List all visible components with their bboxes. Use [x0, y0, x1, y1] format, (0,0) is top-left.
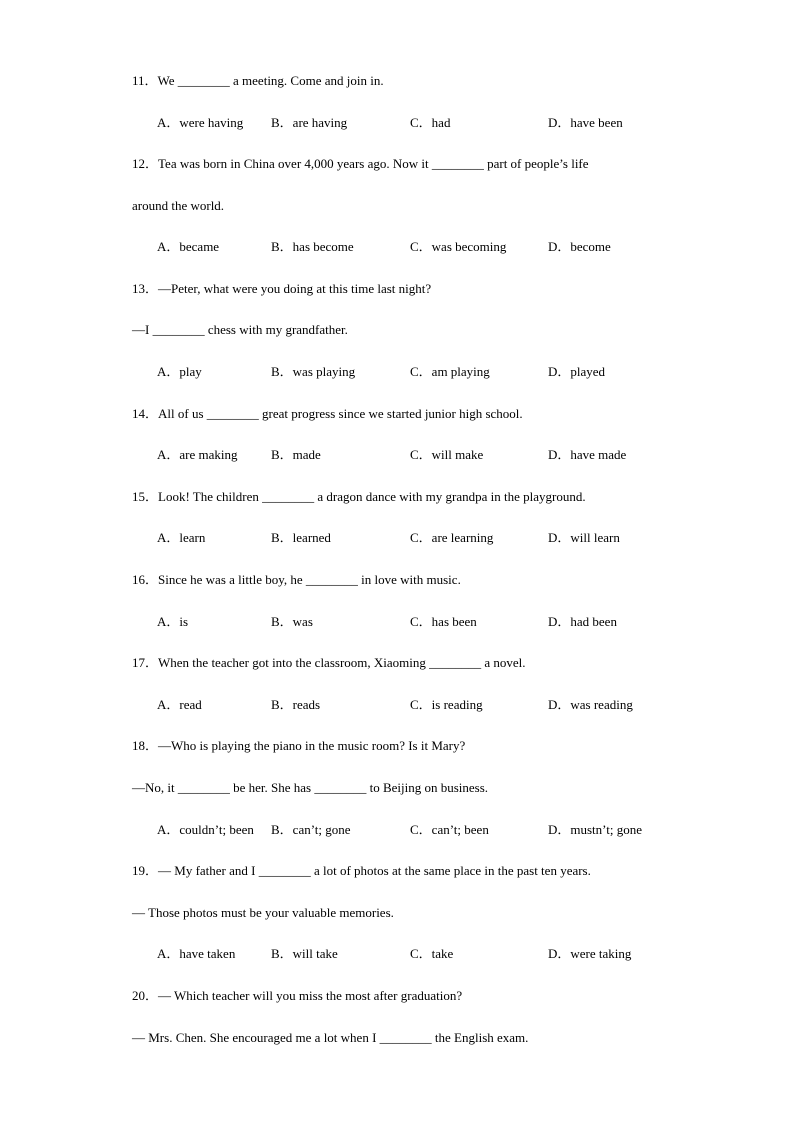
q12-option-c: C．was becoming	[410, 239, 507, 254]
question-number: 17．	[132, 655, 159, 670]
question-number: 16．	[132, 572, 159, 587]
q19-option-d: D．were taking	[548, 946, 632, 961]
question-12	[132, 156, 589, 172]
q15-option-d: D．will learn	[548, 530, 620, 545]
q16-option-c: C．has been	[410, 614, 477, 629]
question-number: 11．	[132, 73, 158, 88]
question-19	[132, 863, 591, 879]
q19-option-a: A．have taken	[157, 946, 236, 961]
question-number: 13．	[132, 281, 159, 296]
question-text: — Which teacher will you miss the most after graduation?	[158, 988, 463, 1003]
q11-option-b: B．are having	[271, 115, 348, 130]
question-text: —Peter, what were you doing at this time last night?	[158, 281, 432, 296]
q13-option-a: A．play	[157, 364, 202, 379]
question-12-continuation: around the world.	[132, 198, 225, 213]
q11-option-d: D．have been	[548, 115, 623, 130]
q18-option-a: A．couldn’t; been	[157, 822, 254, 837]
question-text: Look! The children ________ a dragon dance with my grandpa in the playground.	[158, 489, 586, 504]
q13-option-d: D．played	[548, 364, 606, 379]
question-14	[132, 406, 523, 422]
q15-option-a: A．learn	[157, 530, 206, 545]
q17-option-d: D．was reading	[548, 697, 633, 712]
question-number: 18．	[132, 738, 159, 753]
q14-option-d: D．have made	[548, 447, 627, 462]
question-20	[132, 988, 462, 1004]
q12-option-b: B．has become	[271, 239, 354, 254]
question-text: — My father and I ________ a lot of photos at the same place in the past ten years.	[158, 863, 591, 878]
question-18-reply: —No, it ________ be her. She has ________ to Beijing on business.	[132, 780, 489, 795]
q16-option-d: D．had been	[548, 614, 617, 629]
question-text: All of us ________ great progress since we started junior high school.	[158, 406, 523, 421]
question-number: 15．	[132, 489, 159, 504]
question-13-reply: —I ________ chess with my grandfather.	[132, 322, 348, 337]
question-13	[132, 281, 431, 297]
question-17	[132, 655, 526, 671]
question-11	[132, 73, 384, 89]
question-number: 20．	[132, 988, 159, 1003]
question-20-reply: — Mrs. Chen. She encouraged me a lot when I ________ the English exam.	[132, 1030, 529, 1045]
question-number: 19．	[132, 863, 159, 878]
q14-option-b: B．made	[271, 447, 321, 462]
question-15	[132, 489, 586, 505]
q14-option-a: A．are making	[157, 447, 238, 462]
q12-option-a: A．became	[157, 239, 220, 254]
question-text: Since he was a little boy, he ________ in love with music.	[158, 572, 461, 587]
question-text: —Who is playing the piano in the music room? Is it Mary?	[158, 738, 466, 753]
question-text: When the teacher got into the classroom, Xiaoming ________ a novel.	[158, 655, 526, 670]
q14-option-c: C．will make	[410, 447, 484, 462]
question-18	[132, 738, 465, 754]
question-number: 12．	[132, 156, 159, 171]
question-number: 14．	[132, 406, 159, 421]
q17-option-b: B．reads	[271, 697, 321, 712]
q18-option-d: D．mustn’t; gone	[548, 822, 643, 837]
q15-option-b: B．learned	[271, 530, 331, 545]
q13-option-b: B．was playing	[271, 364, 356, 379]
q16-option-a: A．is	[157, 614, 189, 629]
q11-option-a: A．were having	[157, 115, 244, 130]
q13-option-c: C．am playing	[410, 364, 490, 379]
question-text: We ________ a meeting. Come and join in.	[157, 73, 384, 88]
q16-option-b: B．was	[271, 614, 313, 629]
q11-option-c: C．had	[410, 115, 451, 130]
q18-option-b: B．can’t; gone	[271, 822, 351, 837]
question-16	[132, 572, 461, 588]
q12-option-d: D．become	[548, 239, 611, 254]
q18-option-c: C．can’t; been	[410, 822, 489, 837]
q19-option-b: B．will take	[271, 946, 338, 961]
question-19-reply: — Those photos must be your valuable memories.	[132, 905, 394, 920]
q19-option-c: C．take	[410, 946, 454, 961]
q17-option-a: A．read	[157, 697, 202, 712]
q15-option-c: C．are learning	[410, 530, 494, 545]
q17-option-c: C．is reading	[410, 697, 483, 712]
question-text: Tea was born in China over 4,000 years ago. Now it ________ part of people’s life	[158, 156, 589, 171]
